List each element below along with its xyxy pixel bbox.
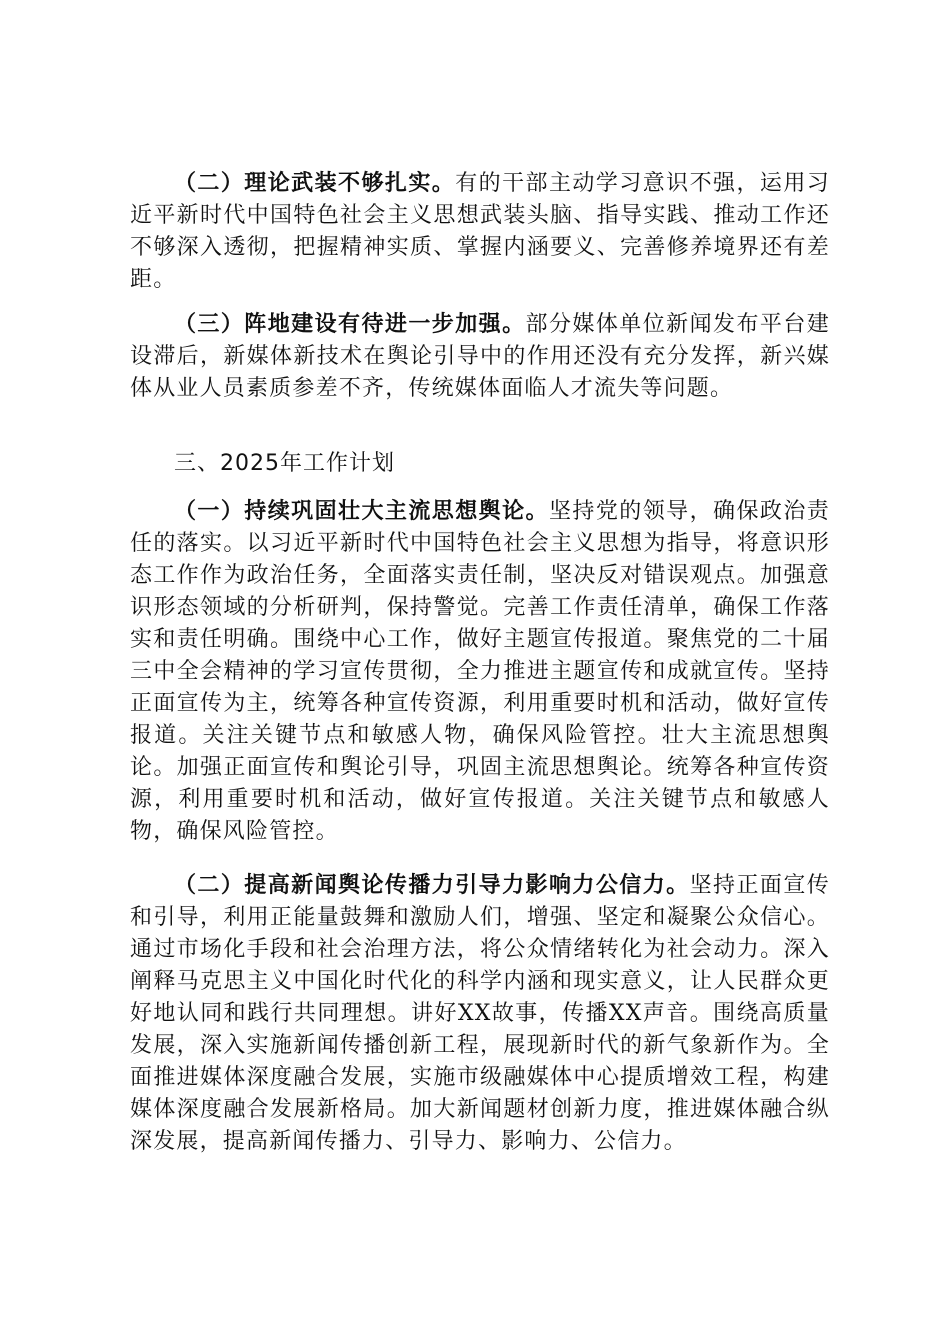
- paragraph-theory-armament: [130, 168, 830, 296]
- paragraph-body: 部分媒体单位新闻发布平台建设滞后，新媒体新技术在舆论引导中的作用还没有充分发挥，新兴媒体从业人员素质参差不齐，传统媒体面临人才流失等问题。: [130, 312, 830, 401]
- paragraph-body: 坚持党的领导，确保政治责任的落实。以习近平新时代中国特色社会主义思想为指导，将意识形态工作作为政治任务，全面落实责任制，坚决反对错误观点。加强意识形态领域的分析研判，保持警觉。完善工作责任清单，确保工作落实和责任明确。围绕中心工作，做好主题宣传报道。聚焦党的二十届三中全会精神的学习宣传贯彻，全力推进主题宣传和成就宣传。坚持正面宣传为主，统筹各种宣传资源，利用重要时机和活动，做好宣传报道。关注关键节点和敏感人物，确保风险管控。壮大主流思想舆论。加强正面宣传和舆论引导，巩固主流思想舆论。统筹各种宣传资源，利用重要时机和活动，做好宣传报道。关注关键节点和敏感人物，确保风险管控。: [130, 499, 831, 844]
- paragraph-mainstream-opinion: [130, 496, 830, 848]
- paragraph-body: 有的干部主动学习意识不强，运用习近平新时代中国特色社会主义思想武装头脑、指导实践、推动工作还不够深入透彻，把握精神实质、掌握内涵要义、完善修养境界还有差距。: [130, 171, 831, 292]
- paragraph-heading: （三）阵地建设有待进一步加强。: [174, 312, 526, 337]
- paragraph-news-influence: [130, 870, 830, 1158]
- paragraph-body: 坚持正面宣传和引导，利用正能量鼓舞和激励人们，增强、坚定和凝聚公众信心。通过市场化手段和社会治理方法，将公众情绪转化为社会动力。深入阐释马克思主义中国化时代化的科学内涵和现实意义，让人民群众更好地认同和践行共同理想。讲好XX故事，传播XX声音。围绕高质量发展，深入实施新闻传播创新工程，展现新时代的新气象新作为。全面推进媒体深度融合发展，实施市级融媒体中心提质增效工程，构建媒体深度融合发展新格局。加大新闻题材创新力度，推进媒体融合纵深发展，提高新闻传播力、引导力、影响力、公信力。: [130, 873, 830, 1154]
- paragraph-heading: （一）持续巩固壮大主流思想舆论。: [174, 499, 549, 524]
- paragraph-heading: （二）理论武装不够扎实。: [174, 171, 456, 196]
- section-heading-work-plan: 三、2025年工作计划: [174, 451, 395, 476]
- paragraph-position-building: [130, 309, 830, 405]
- paragraph-heading: （二）提高新闻舆论传播力引导力影响力公信力。: [174, 873, 690, 898]
